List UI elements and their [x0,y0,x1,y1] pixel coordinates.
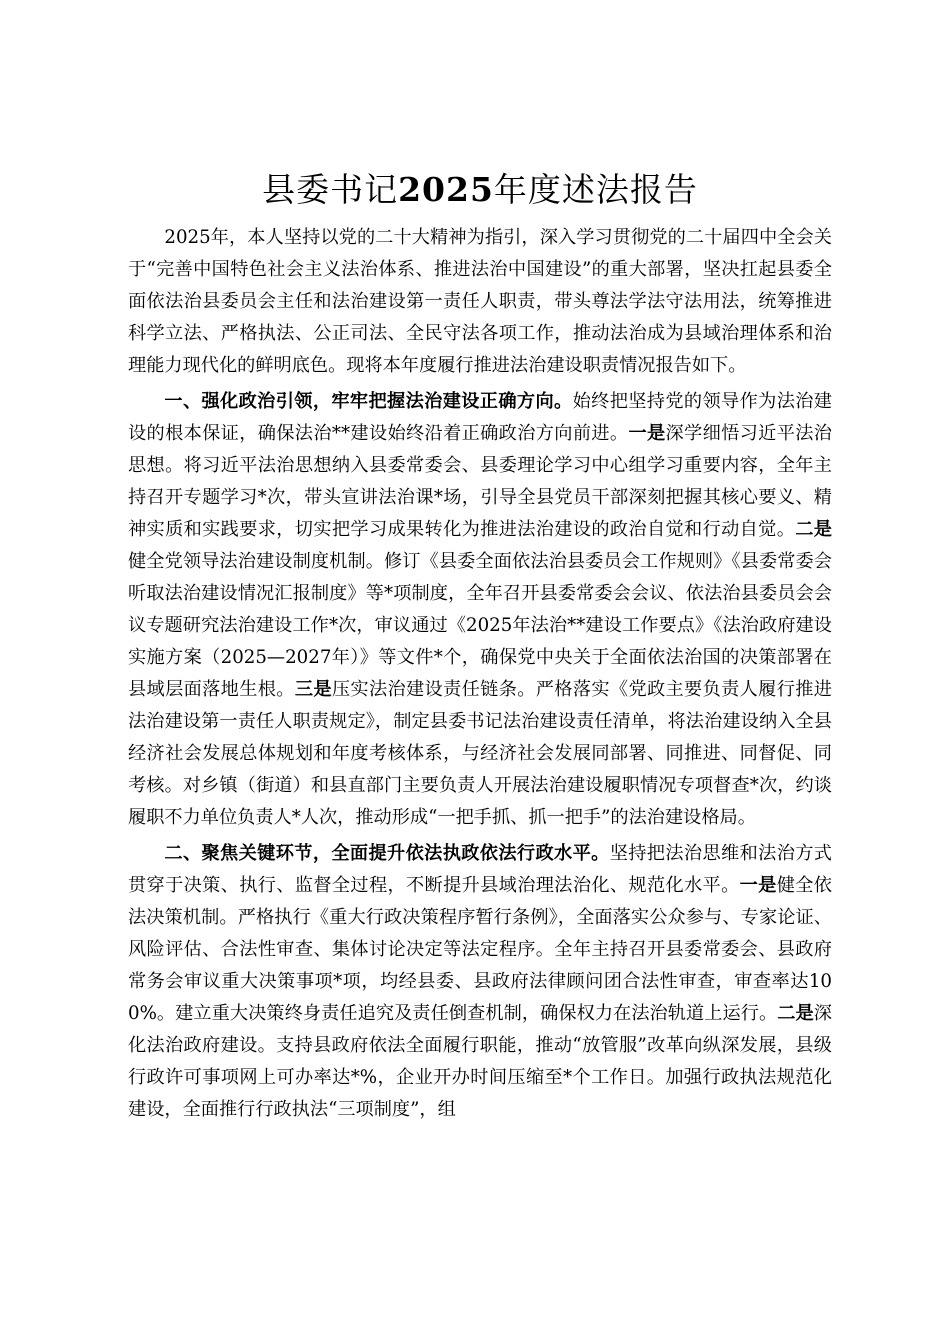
section-2-heading: 二、聚焦关键环节，全面提升依法执政依法行政水平。 [164,843,610,864]
intro-text: 2025年，本人坚持以党的二十大精神为指引，深入学习贯彻党的二十届四中全会关于“完善中国特色社会主义法治体系、推进法治中国建设”的重大部署，坚决扛起县委全面依法治县委员会主任和法治建设第一责任人职责，带头尊法学法守法用法，统筹推进科学立法、严格执法、公正司法、全民守法各项工作，推动法治成为县域治理体系和治理能力现代化的鲜明底色。现将本年度履行推进法治建设职责情况报告如下。 [128,227,832,376]
section-2-point-2-marker: 二是 [777,1003,814,1024]
section-2-point-2-text: 深化法治政府建设。支持县政府依法全面履行职能，推动“放管服”改革向纵深发展，县级行政许可事项网上可办率达*%，企业开办时间压缩至*个工作日。加强行政执法规范化建设，全面推行行政执法“三项制度”，组 [128,1003,832,1120]
section-1-point-1-text: 深学细悟习近平法治思想。将习近平法治思想纳入县委常委会、县委理论学习中心组学习重要内容，全年主持召开专题学习*次，带头宣讲法治课*场，引导全县党员干部深刻把握其核心要义、精神实质和实践要求，切实把学习成果转化为推进法治建设的政治自觉和行动自觉。 [128,423,832,540]
section-1-summary: 始终把坚持党的领导作为法治建设的根本保证，确保法治**建设始终沿着正确政治方向前进。 [128,391,832,444]
document-page [128,168,832,1130]
section-1-point-2-marker: 二是 [795,519,832,540]
document-title [128,168,832,212]
title-before: 县委书记 [262,170,399,209]
section-2-point-1-text: 健全依法决策机制。严格执行《重大行政决策程序暂行条例》，全面落实公众参与、专家论证、风险评估、合法性审查、集体讨论决定等法定程序。全年主持召开县委常委会、县政府常务会审议重大决策事项*项，均经县委、县政府法律顾问团合法性审查，审查率达100%。建立重大决策终身责任追究及责任倒查机制，确保权力在法治轨道上运行。 [128,875,832,1024]
title-after: 年度述法报告 [493,170,698,209]
section-1-paragraph [128,386,832,834]
section-2-summary: 坚持把法治思维和法治方式贯穿于决策、执行、监督全过程，不断提升县域治理法治化、规范化水平。 [128,843,832,896]
section-2-paragraph [128,838,832,1126]
section-1-point-3-marker: 三是 [294,679,332,700]
intro-paragraph [128,222,832,382]
section-1-point-2-text: 健全党领导法治建设制度机制。修订《县委全面依法治县委员会工作规则》《县委常委会听取法治建设情况汇报制度》等*项制度，全年召开县委常委会会议、依法治县委员会会议专题研究法治建设工作*次，审议通过《2025年法治**建设工作要点》《法治政府建设实施方案（2025—2027年）》等文件*个，确保党中央关于全面依法治国的决策部署在县域层面落地生根。 [128,551,832,700]
section-2-point-1-marker: 一是 [739,875,777,896]
section-1-heading: 一、强化政治引领，牢牢把握法治建设正确方向。 [164,391,573,412]
title-year: 2025 [398,170,494,209]
section-1-point-1-marker: 一是 [628,423,666,444]
section-1-point-3-text: 压实法治建设责任链条。严格落实《党政主要负责人履行推进法治建设第一责任人职责规定》，制定县委书记法治建设责任清单，将法治建设纳入全县经济社会发展总体规划和年度考核体系，与经济社会发展同部署、同推进、同督促、同考核。对乡镇（街道）和县直部门主要负责人开展法治建设履职情况专项督查*次，约谈履职不力单位负责人*人次，推动形成“一把手抓、抓一把手”的法治建设格局。 [128,679,832,828]
